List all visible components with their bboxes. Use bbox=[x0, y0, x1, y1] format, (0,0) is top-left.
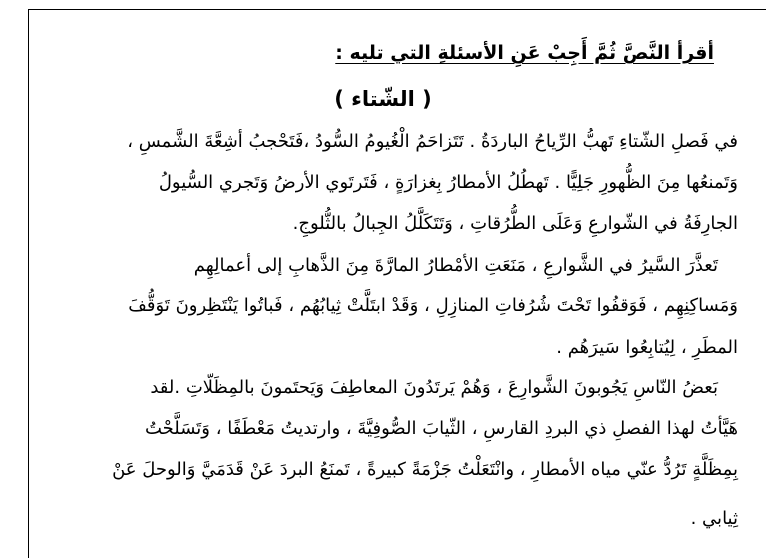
page-border-top bbox=[28, 9, 766, 10]
passage-line-6: المطَرِ ، لِيُتابِعُوا سَيرَهُم . bbox=[556, 337, 738, 358]
instruction-heading: أقرأ النَّصَّ ثُمَّ أَجِبْ عَنِ الأسئلةِ التي تليه : bbox=[335, 42, 714, 64]
passage-line-8: هَيَّأتُ لهذا الفصلِ ذي البردِ القارسِ ، الثّيابَ الصُّوفِيَّةَ ، وارتديتُ مَعْطَفًا ، وَتَسَلَّحْتُ bbox=[144, 418, 738, 439]
passage-line-3: الجارِفَةُ في الشّوارعِ وَعَلَى الطُّرُقاتِ ، وَتَتَكَلَّلُ الجِبالُ بالثُّلوجِ. bbox=[292, 213, 738, 234]
passage-line-10: ثِيابي . bbox=[690, 508, 738, 529]
passage-line-4: تَعذَّرَ السَّيرُ في الشَّوارعِ ، مَنَعَتِ الأمْطارُ المارَّةَ مِنَ الذَّهابِ إلى أعمالِهِم bbox=[193, 255, 718, 276]
passage-line-7: بَعضُ النّاسِ يَجُوبونَ الشَّوارِعَ ، وَهُمْ يَرتَدُونَ المعاطِفَ وَيَحتَمونَ بالمِظَلّاتِ .لقد bbox=[150, 377, 718, 398]
passage-line-9: بِمِظَلَّةٍ تَرُدُّ عنّي مياه الأمطارِ ، وانْتَعَلْتُ جَزْمَةً كبيرةً ، تَمنَعُ البردَ عَنْ قَدَمَيَّ وَالوحلَ عَنْ bbox=[112, 459, 738, 480]
passage-line-2: وَتَمنعُها مِنَ الظُّهورِ جَلِيًّا . تَهطُلُ الأمطارُ بِغزارَةٍ ، فَتَرتَوي الأرضُ وَتَجري السُّيولُ bbox=[158, 172, 738, 193]
passage-line-1: في فَصلِ الشّتاءِ تَهبُّ الرِّياحُ الباردَةُ . تَتَزاحَمُ الْغُيومُ السُّودُ ،فَتَحْجبُ أشِعَّةَ الشَّمسِ ، bbox=[127, 131, 738, 152]
passage-title: ( الشّتاء ) bbox=[334, 87, 432, 111]
passage-line-5: وَمَساكِنِهِم ، فَوَقفُوا تَحْتَ شُرُفاتِ المنازِلِ ، وَقَدْ ابتَلَّتْ ثِيابُهُم ، فَباتُوا يَنْتَظِرونَ تَوَقُّفَ bbox=[128, 295, 738, 316]
